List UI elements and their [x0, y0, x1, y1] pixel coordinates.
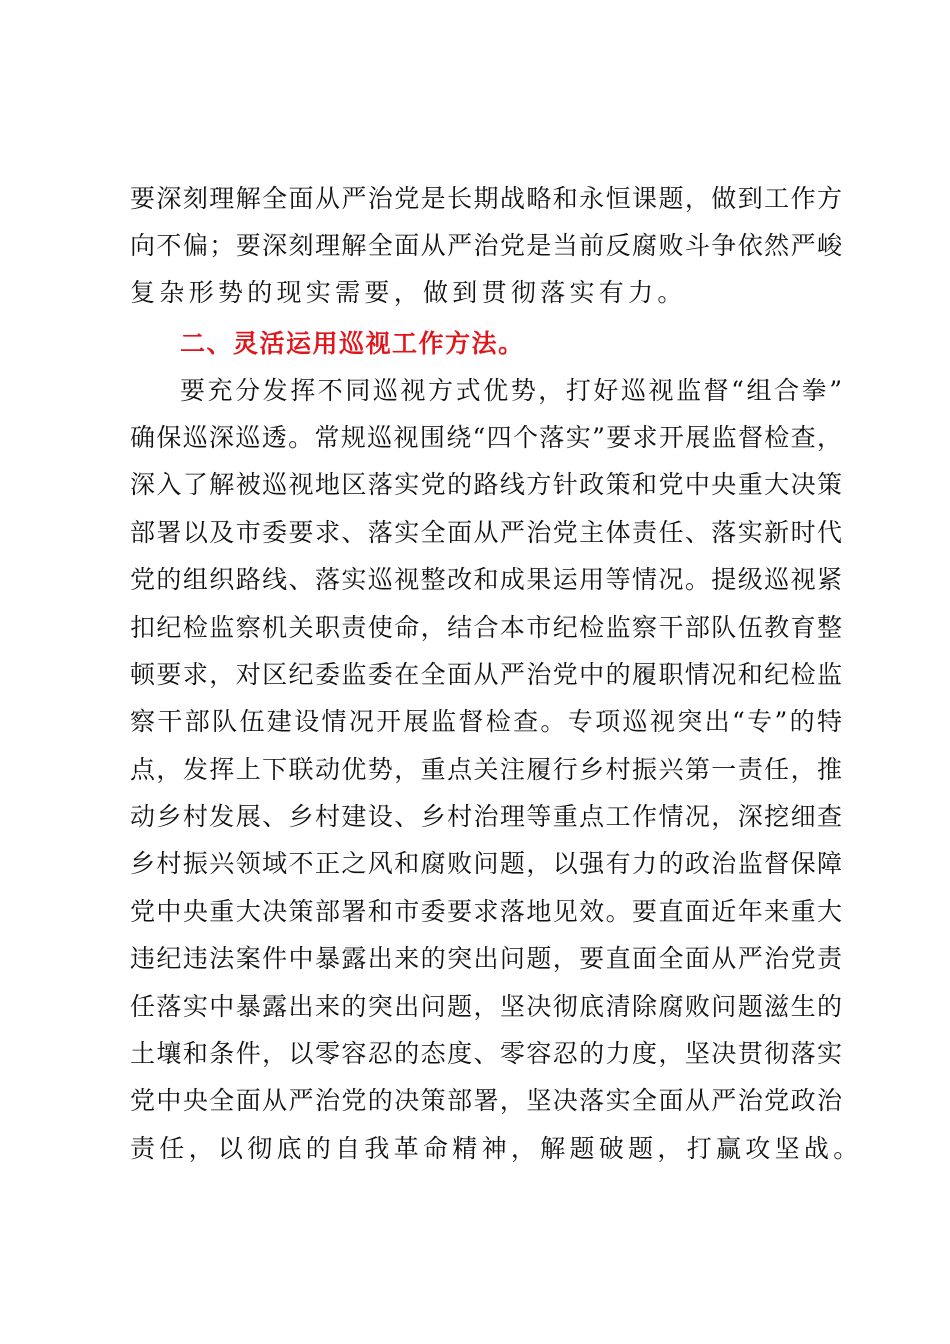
paragraph-line: 扣纪检监察机关职责使命，结合本市纪检监察干部队伍教育整	[130, 613, 842, 642]
paragraph-line: 责任，以彻底的自我革命精神，解题破题，打赢攻坚战。	[130, 1134, 863, 1163]
paragraph-line: 任落实中暴露出来的突出问题，坚决彻底清除腐败问题滋生的	[130, 992, 842, 1021]
paragraph-line: 乡村振兴领域不正之风和腐败问题，以强有力的政治监督保障	[130, 849, 842, 878]
paragraph-line: 部署以及市委要求、落实全面从严治党主体责任、落实新时代	[130, 518, 842, 547]
paragraph-line: 复杂形势的现实需要，做到贯彻落实有力。	[130, 278, 687, 307]
paragraph-line: 动乡村发展、乡村建设、乡村治理等重点工作情况，深挖细查	[130, 802, 842, 831]
paragraph-line: 深入了解被巡视地区落实党的路线方针政策和党中央重大决策	[130, 470, 842, 499]
paragraph-line: 确保巡深巡透。常规巡视围绕“四个落实”要求开展监督检查，	[130, 423, 842, 452]
paragraph-line: 党中央重大决策部署和市委要求落地见效。要直面近年来重大	[130, 897, 842, 926]
paragraph-line: 点，发挥上下联动优势，重点关注履行乡村振兴第一责任，推	[130, 755, 842, 784]
paragraph-line: 违纪违法案件中暴露出来的突出问题，要直面全面从严治党责	[130, 944, 842, 973]
paragraph-line: 要充分发挥不同巡视方式优势，打好巡视监督“组合拳”	[180, 376, 842, 405]
paragraph-line: 向不偏；要深刻理解全面从严治党是当前反腐败斗争依然严峻	[130, 231, 842, 260]
paragraph-line: 察干部队伍建设情况开展监督检查。专项巡视突出“专”的特	[130, 707, 842, 736]
paragraph-line: 顿要求，对区纪委监委在全面从严治党中的履职情况和纪检监	[130, 660, 842, 689]
paragraph-line: 党中央全面从严治党的决策部署，坚决落实全面从严治党政治	[130, 1086, 842, 1115]
section-heading: 二、灵活运用巡视工作方法。	[180, 329, 525, 358]
paragraph-line: 土壤和条件，以零容忍的态度、零容忍的力度，坚决贯彻落实	[130, 1039, 842, 1068]
paragraph-line: 党的组织路线、落实巡视整改和成果运用等情况。提级巡视紧	[130, 565, 842, 594]
paragraph-line: 要深刻理解全面从严治党是长期战略和永恒课题，做到工作方	[130, 184, 842, 213]
